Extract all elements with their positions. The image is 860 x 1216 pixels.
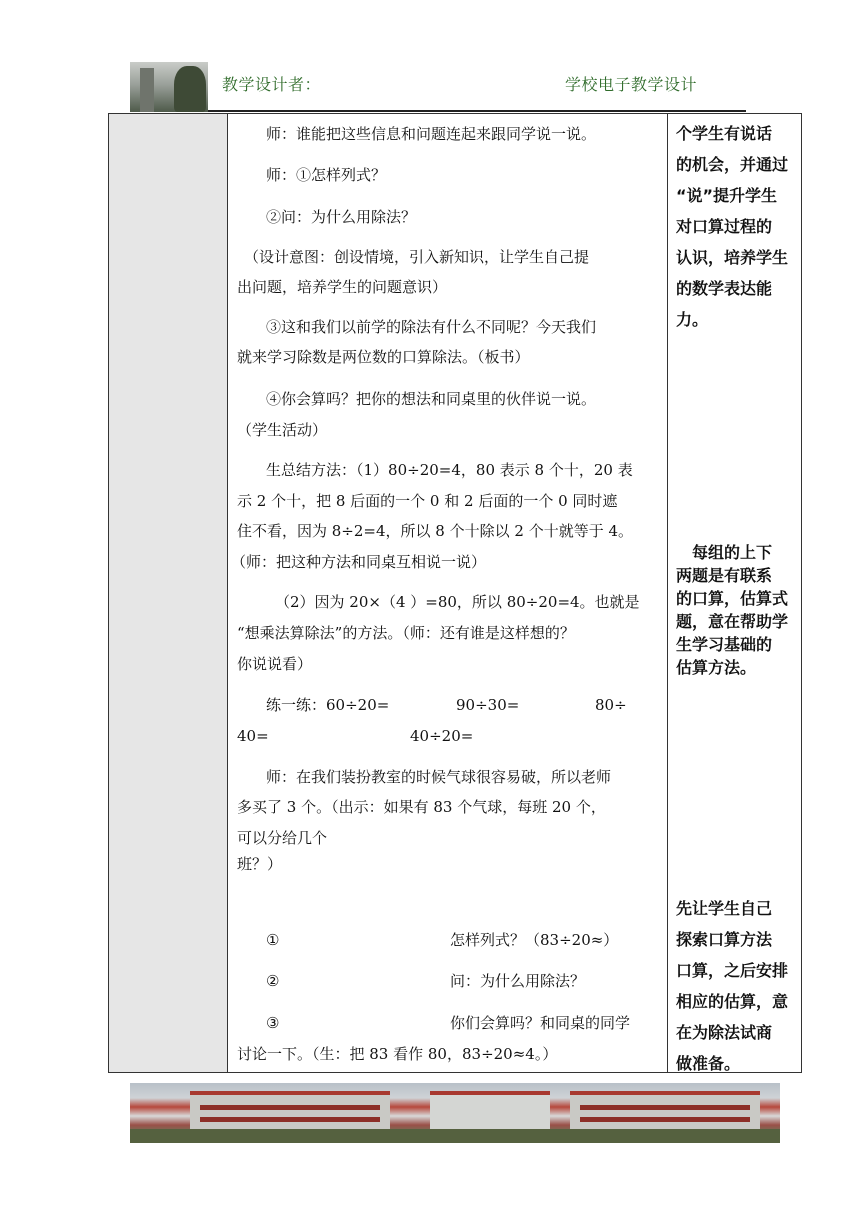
content-line: 师：在我们装扮教室的时候气球很容易破，所以老师: [266, 768, 612, 786]
note-line: 估算方法。: [676, 658, 757, 677]
header-rule: [208, 110, 746, 112]
content-line: 多买了 3 个。（出示：如果有 83 个气球，每班 20 个，: [237, 798, 606, 816]
note-line: 题，意在帮助学: [676, 612, 789, 631]
note-line: “说”提升学生: [676, 186, 778, 205]
content-line: 师：①怎样列式？: [266, 166, 387, 184]
footer-photo: [130, 1083, 780, 1143]
content-line: （学生活动）: [237, 421, 328, 439]
note-line: 认识，培养学生: [676, 248, 789, 267]
content-line: （师：把这种方法和同桌互相说一说）: [231, 553, 487, 571]
content-line: “想乘法算除法”的方法。（师：还有谁是这样想的？: [237, 624, 575, 642]
note-line: 的机会，并通过: [676, 155, 789, 174]
school-title: 学校电子教学设计: [565, 75, 698, 94]
note-line: 个学生有说话: [676, 124, 773, 143]
header-photo: [130, 62, 208, 112]
notes-column: [667, 114, 802, 1072]
design-note: [676, 541, 788, 679]
designer-label: 教学设计者：: [222, 75, 322, 94]
content-line: 讨论一下。（生：把 83 看作 80，83÷20≈4。）: [237, 1045, 558, 1063]
content-line: ②: [266, 972, 280, 990]
content-line: 90÷30=: [456, 696, 520, 714]
content-line: 问：为什么用除法？: [450, 972, 586, 990]
note-line: 两题是有联系: [676, 566, 773, 585]
note-line: 对口算过程的: [676, 217, 773, 236]
note-line: 力。: [676, 310, 709, 329]
note-line: 做准备。: [676, 1054, 741, 1073]
content-line: 可以分给几个: [237, 829, 328, 847]
lesson-table: [108, 113, 802, 1073]
content-line: 怎样列式？（83÷20≈）: [450, 931, 619, 949]
content-line: ④你会算吗？把你的想法和同桌里的伙伴说一说。: [266, 390, 597, 408]
content-line: ②问：为什么用除法？: [266, 208, 417, 226]
note-line: 的口算，估算式: [676, 589, 789, 608]
left-column: [109, 114, 228, 1072]
content-line: 练一练：60÷20=: [266, 696, 390, 714]
content-line: ③这和我们以前学的除法有什么不同呢？今天我们: [266, 318, 597, 336]
content-line: （设计意图：创设情境，引入新知识，让学生自己提: [244, 248, 590, 266]
content-line: ③: [266, 1014, 280, 1032]
content-line: 40=: [237, 727, 269, 745]
note-line: 的数学表达能: [676, 279, 773, 298]
content-line: 你们会算吗？和同桌的同学: [450, 1014, 631, 1032]
content-line: 住不看，因为 8÷2=4，所以 8 个十除以 2 个十就等于 4。: [237, 522, 634, 540]
content-line: ①: [266, 931, 280, 949]
content-line: 示 2 个十，把 8 后面的一个 0 和 2 后面的一个 0 同时遮: [237, 492, 618, 510]
note-line: 相应的估算，意: [676, 992, 789, 1011]
content-line: 生总结方法：（1）80÷20=4，80 表示 8 个十，20 表: [266, 461, 633, 479]
content-line: 你说说看）: [237, 655, 313, 673]
note-line: 生学习基础的: [676, 635, 773, 654]
note-line: 先让学生自己: [676, 899, 773, 918]
content-line: 出问题，培养学生的问题意识）: [237, 278, 448, 296]
note-line: 口算，之后安排: [676, 961, 789, 980]
content-line: 80÷: [595, 696, 627, 714]
note-line: 在为除法试商: [676, 1023, 773, 1042]
content-line: 就来学习除数是两位数的口算除法。（板书）: [237, 348, 530, 366]
note-line: 探索口算方法: [676, 930, 773, 949]
design-note: [676, 893, 788, 1079]
content-line: （2）因为 20×（4 ）=80，所以 80÷20=4。也就是: [275, 593, 640, 611]
content-line: 班？）: [237, 855, 283, 873]
content-line: 师：谁能把这些信息和问题连起来跟同学说一说。: [266, 125, 597, 143]
content-line: 40÷20=: [410, 727, 474, 745]
note-line: 每组的上下: [692, 543, 773, 562]
design-note: [676, 118, 788, 335]
